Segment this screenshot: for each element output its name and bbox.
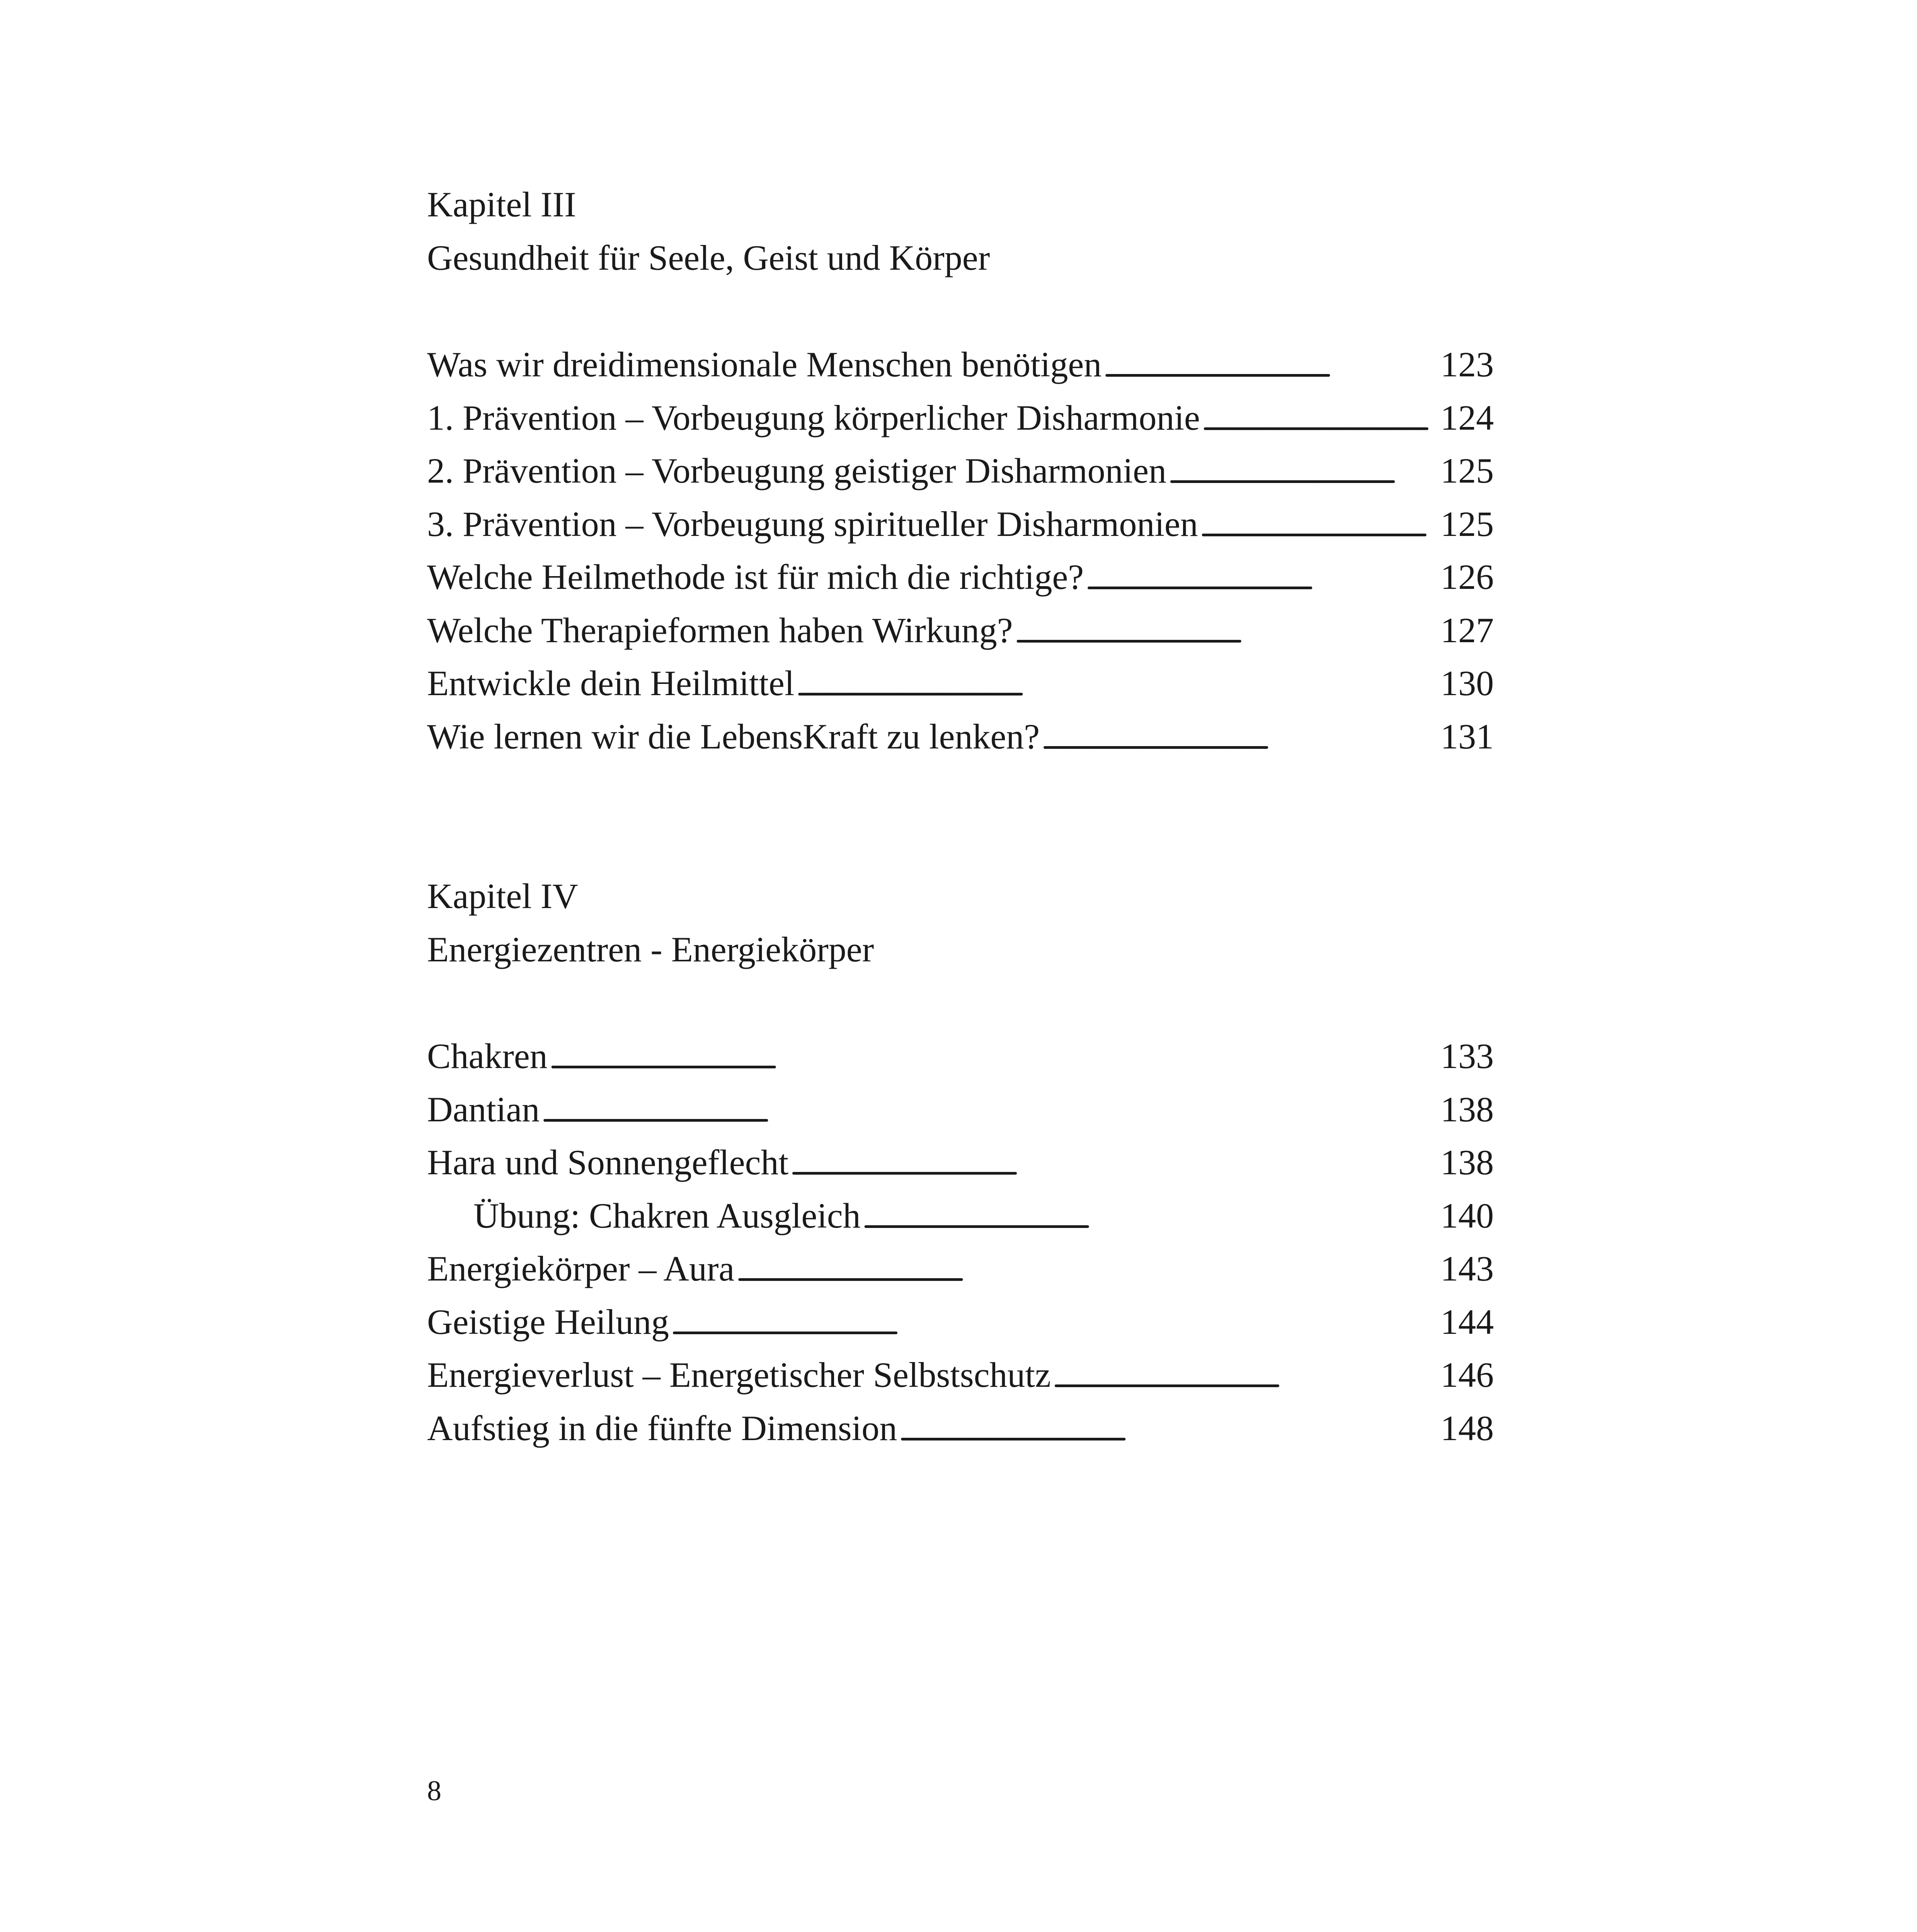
page-number: 8 [427, 1775, 441, 1807]
toc-entry-page: 127 [1440, 610, 1494, 650]
toc-entry-page: 138 [1440, 1089, 1494, 1129]
toc-entry-page: 125 [1440, 451, 1494, 490]
dot-leader [550, 1030, 1438, 1087]
toc-entry[interactable] [427, 657, 1494, 710]
toc-entry-title: 2. Prävention – Vorbeugung geistiger Disharmonien [427, 451, 1166, 490]
chapter-4-heading [427, 869, 1494, 976]
toc-entry[interactable] [427, 710, 1494, 764]
chapter-4-title: Energiezentren - Energiekörper [427, 930, 874, 969]
dot-leader [1169, 444, 1438, 502]
toc-entry-title: Entwickle dein Heilmittel [427, 663, 795, 703]
dot-leader [1015, 604, 1438, 662]
toc-entry-title: Dantian [427, 1089, 540, 1129]
toc-entry[interactable] [427, 1402, 1494, 1455]
dot-leader [737, 1242, 1438, 1300]
dot-leader [542, 1083, 1438, 1141]
toc-entry[interactable] [427, 1083, 1494, 1136]
dot-leader [1200, 498, 1438, 555]
toc-entry[interactable] [427, 1242, 1494, 1296]
toc-entry-page: 126 [1440, 557, 1494, 597]
toc-entry-page: 146 [1440, 1355, 1494, 1395]
toc-entry-page: 123 [1440, 345, 1494, 384]
toc-entry[interactable] [427, 1136, 1494, 1189]
toc-entry[interactable] [427, 1030, 1494, 1083]
toc-entry[interactable] [427, 604, 1494, 657]
toc-entry-page: 144 [1440, 1302, 1494, 1342]
toc-entry-title: Welche Therapieformen haben Wirkung? [427, 610, 1013, 650]
toc-entry[interactable] [427, 444, 1494, 498]
chapter-3-heading [427, 178, 1494, 284]
toc-entry[interactable] [427, 551, 1494, 604]
toc-entry-title: Wie lernen wir die LebensKraft zu lenken? [427, 716, 1040, 756]
toc-entry[interactable] [427, 391, 1494, 445]
toc-entry-title: Aufstieg in die fünfte Dimension [427, 1408, 897, 1448]
toc-entry-page: 143 [1440, 1249, 1494, 1288]
dot-leader [1053, 1349, 1438, 1406]
chapter-4-kapitel: Kapitel IV [427, 876, 578, 916]
toc-entry-page: 131 [1440, 716, 1494, 756]
toc-entry-title: Geistige Heilung [427, 1302, 669, 1342]
toc-entry-title: Chakren [427, 1036, 548, 1076]
chapter-3-toc [427, 338, 1494, 763]
toc-entry-page: 130 [1440, 663, 1494, 703]
dot-leader [791, 1136, 1438, 1194]
toc-entry[interactable] [427, 1296, 1494, 1349]
dot-leader [1086, 551, 1438, 608]
dot-leader [1104, 338, 1438, 396]
dot-leader [671, 1296, 1438, 1353]
toc-entry-page: 138 [1440, 1143, 1494, 1182]
toc-subentry[interactable] [427, 1189, 1494, 1243]
toc-entry-title: 3. Prävention – Vorbeugung spiritueller Disharmonien [427, 504, 1198, 544]
toc-entry-page: 124 [1440, 398, 1494, 437]
toc-entry[interactable] [427, 338, 1494, 391]
toc-entry-title: Übung: Chakren Ausgleich [473, 1196, 861, 1235]
dot-leader [797, 657, 1438, 714]
toc-entry[interactable] [427, 1349, 1494, 1402]
toc-entry-title: Energiekörper – Aura [427, 1249, 735, 1288]
toc-entry[interactable] [427, 498, 1494, 551]
toc-entry-title: Energieverlust – Energetischer Selbstschutz [427, 1355, 1051, 1395]
toc-entry-page: 125 [1440, 504, 1494, 544]
toc-entry-title: Welche Heilmethode ist für mich die richtige? [427, 557, 1084, 597]
toc-entry-title: Hara und Sonnengeflecht [427, 1143, 789, 1182]
toc-entry-page: 148 [1440, 1408, 1494, 1448]
chapter-3-kapitel: Kapitel III [427, 185, 576, 224]
chapter-3-title: Gesundheit für Seele, Geist und Körper [427, 238, 990, 277]
toc-entry-title: Was wir dreidimensionale Menschen benötigen [427, 345, 1102, 384]
dot-leader [863, 1189, 1438, 1247]
dot-leader [1202, 391, 1438, 449]
toc-entry-title: 1. Prävention – Vorbeugung körperlicher Disharmonie [427, 398, 1200, 437]
chapter-4-toc [427, 1030, 1494, 1455]
dot-leader [1042, 710, 1438, 768]
dot-leader [899, 1402, 1438, 1459]
toc-entry-page: 133 [1440, 1036, 1494, 1076]
toc-entry-page: 140 [1440, 1196, 1494, 1235]
